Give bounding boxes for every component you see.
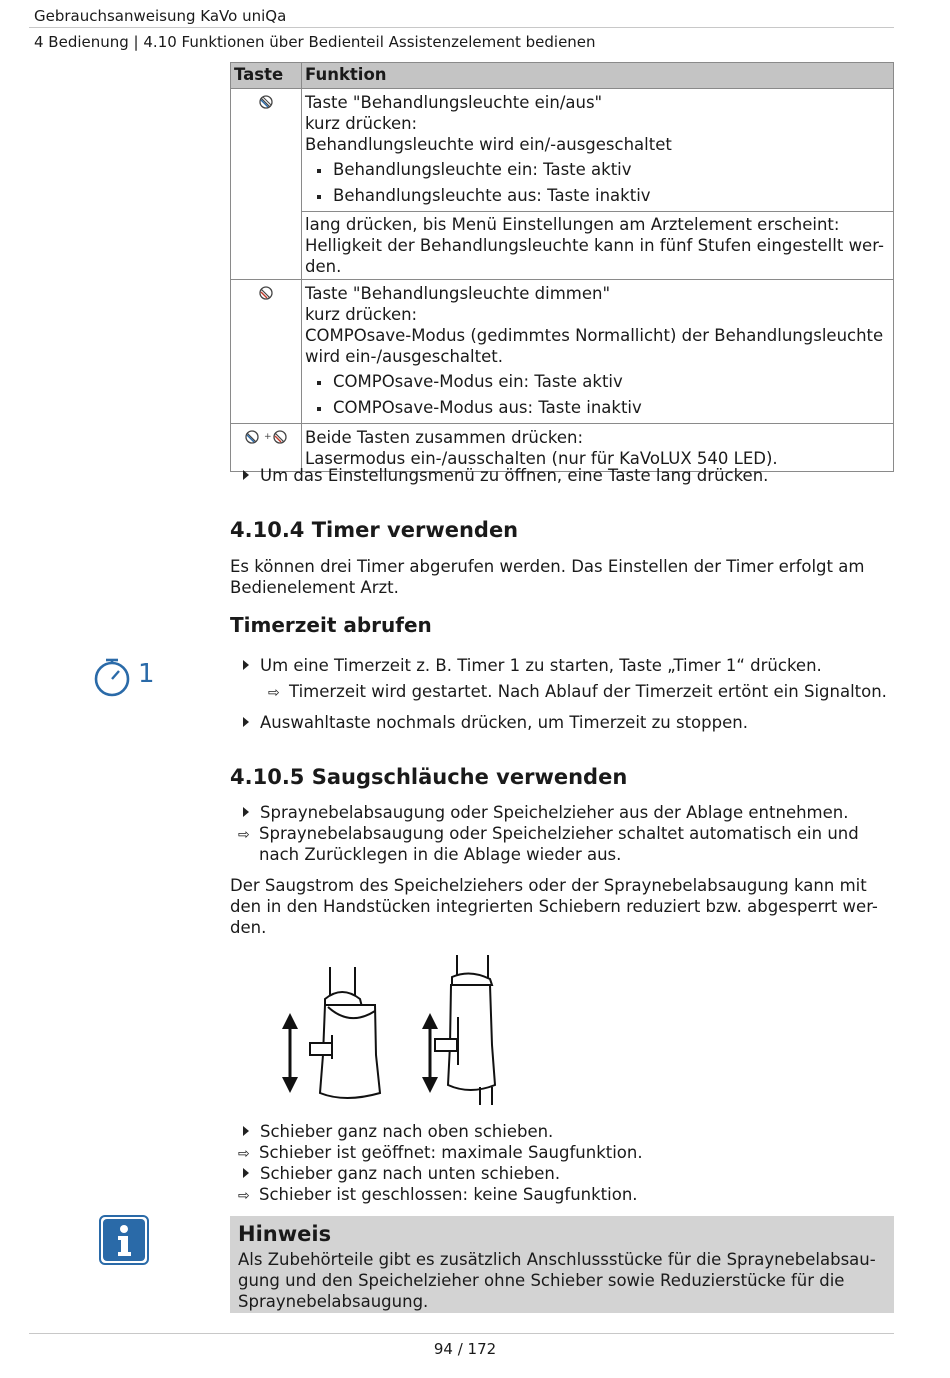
- result-timer-started: [268, 681, 887, 704]
- step-take-handpiece: Spraynebelabsaugung oder Speichelzieher aus der Ablage entnehmen.: [243, 802, 848, 823]
- function-text: Lasermodus ein-/ausschalten (nur für KaVoLUX 540 LED).: [305, 449, 778, 468]
- header-divider: [29, 27, 894, 28]
- list-item: [305, 395, 890, 421]
- paragraph-line: Es können drei Timer abgerufen werden. Das Einstellen der Timer erfolgt am: [230, 557, 865, 576]
- function-text: COMPOsave-Modus (gedimmtes Normallicht) der Behandlungsleuchte: [305, 326, 884, 345]
- combined-keys-icon: [243, 428, 289, 446]
- page-number: 94 / 172: [433, 1340, 497, 1358]
- list-item-text: Behandlungsleuchte aus: Taste inaktiv: [333, 186, 651, 205]
- breadcrumb: 4 Bedienung | 4.10 Funktionen über Bedienteil Assistenzelement bedienen: [34, 33, 596, 51]
- table-row: [231, 89, 894, 212]
- note-body: [238, 1249, 888, 1312]
- key-cell: [231, 280, 302, 424]
- timer-1-key: [94, 655, 155, 703]
- key-cell: [231, 89, 302, 280]
- result-arrow-icon: ⇨: [238, 827, 250, 843]
- note-line: Spraynebelabsaugung.: [238, 1292, 429, 1311]
- stopwatch-icon: [94, 655, 134, 699]
- result-slider-open: [238, 1142, 643, 1165]
- step-slider-down: Schieber ganz nach unten schieben.: [243, 1163, 560, 1184]
- result-arrow-icon: ⇨: [238, 1146, 250, 1162]
- function-text: Taste "Behandlungsleuchte dimmen": [305, 284, 611, 303]
- function-text: Behandlungsleuchte wird ein/-ausgeschaltet: [305, 135, 672, 154]
- list-item-text: COMPOsave-Modus ein: Taste aktiv: [333, 372, 623, 391]
- result-text: Schieber ist geöffnet: maximale Saugfunktion.: [259, 1143, 643, 1162]
- function-text: Beide Tasten zusammen drücken:: [305, 428, 584, 447]
- paragraph-line: den.: [230, 918, 267, 937]
- function-text: wird ein-/ausgeschaltet.: [305, 347, 503, 366]
- list-item-text: COMPOsave-Modus aus: Taste inaktiv: [333, 398, 642, 417]
- result-auto-switch: [238, 823, 859, 846]
- dim-light-icon: [257, 284, 275, 302]
- function-cell: [302, 280, 894, 424]
- result-arrow-icon: ⇨: [268, 685, 280, 701]
- list-item-text: Behandlungsleuchte ein: Taste aktiv: [333, 160, 632, 179]
- key-function-table: [230, 62, 894, 472]
- result-text: Schieber ist geschlossen: keine Saugfunktion.: [259, 1185, 638, 1204]
- timer-number-label: 1: [138, 659, 155, 689]
- result-text: Spraynebelabsaugung oder Speichelzieher schaltet automatisch ein und: [259, 824, 859, 843]
- note-line: gung und den Speichelzieher ohne Schieber sowie Reduzierstücke für die: [238, 1271, 845, 1290]
- section-heading-timer: 4.10.4 Timer verwenden: [230, 518, 519, 542]
- result-slider-closed: [238, 1184, 638, 1207]
- note-box: [230, 1216, 894, 1313]
- step-open-menu: Um das Einstellungsmenü zu öffnen, eine Taste lang drücken.: [243, 465, 768, 486]
- footer-divider: [29, 1333, 894, 1334]
- paragraph-line: Der Saugstrom des Speichelziehers oder der Spraynebelabsaugung kann mit: [230, 876, 867, 895]
- function-text: kurz drücken:: [305, 114, 418, 133]
- function-text: Taste "Behandlungsleuchte ein/aus": [305, 93, 603, 112]
- col-header-taste: Taste: [231, 63, 302, 89]
- step-slider-up: Schieber ganz nach oben schieben.: [243, 1121, 553, 1142]
- note-line: Als Zubehörteile gibt es zusätzlich Anschlussstücke für die Spraynebelabsau-: [238, 1250, 876, 1269]
- col-header-funktion: Funktion: [302, 63, 894, 89]
- info-icon: [99, 1215, 151, 1267]
- document-title: Gebrauchsanweisung KaVo uniQa: [34, 7, 287, 25]
- slider-illustration: [270, 955, 510, 1105]
- function-text: kurz drücken:: [305, 305, 418, 324]
- section-heading-saug: 4.10.5 Saugschläuche verwenden: [230, 765, 628, 789]
- function-cell: [302, 89, 894, 212]
- table-row: [231, 212, 894, 280]
- treatment-light-icon: [257, 93, 275, 111]
- function-cell: [302, 212, 894, 280]
- list-item: [305, 183, 890, 209]
- svg-text:+: +: [264, 432, 272, 442]
- list-item: [305, 157, 890, 183]
- paragraph-line: Bedienelement Arzt.: [230, 578, 399, 597]
- step-start-timer: Um eine Timerzeit z. B. Timer 1 zu starten, Taste „Timer 1“ drücken.: [243, 655, 822, 676]
- step-stop-timer: Auswahltaste nochmals drücken, um Timerzeit zu stoppen.: [243, 712, 748, 733]
- function-text: Helligkeit der Behandlungsleuchte kann in fünf Stufen eingestellt wer-: [305, 236, 884, 255]
- table-row: [231, 280, 894, 424]
- list-item: [305, 369, 890, 395]
- function-text: lang drücken, bis Menü Einstellungen am Arztelement erscheint:: [305, 215, 840, 234]
- result-text-continued: nach Zurücklegen in die Ablage wieder aus.: [259, 845, 622, 864]
- result-text: Timerzeit wird gestartet. Nach Ablauf der Timerzeit ertönt ein Signalton.: [289, 682, 887, 701]
- subheading-timerzeit: Timerzeit abrufen: [230, 613, 432, 637]
- paragraph-line: den in den Handstücken integrierten Schiebern reduziert bzw. abgesperrt wer-: [230, 897, 878, 916]
- function-text: den.: [305, 257, 342, 276]
- note-title: Hinweis: [238, 1222, 332, 1246]
- table-header-row: [231, 63, 894, 89]
- result-arrow-icon: ⇨: [238, 1188, 250, 1204]
